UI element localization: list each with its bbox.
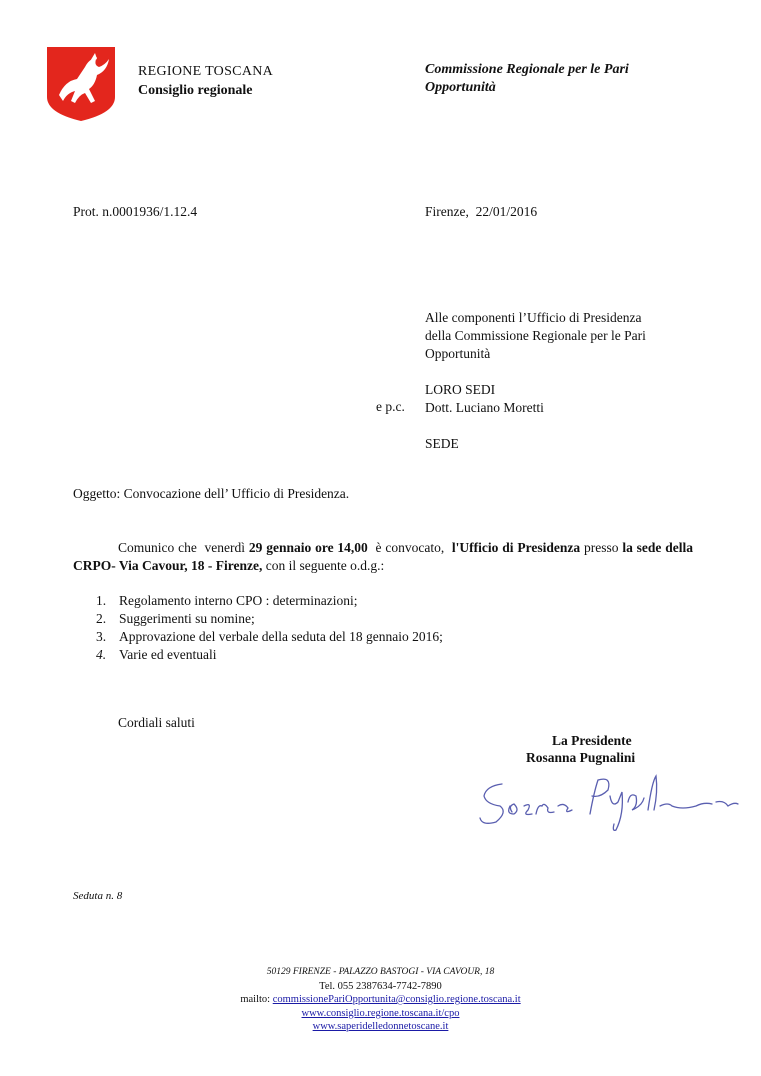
signatory-name: Rosanna Pugnalini <box>526 750 636 765</box>
agenda-item <box>96 592 443 610</box>
recipient-line: Alle componenti l’Ufficio di Presidenza <box>425 310 642 325</box>
recipients-block <box>425 309 725 453</box>
recipient-line <box>425 417 725 435</box>
cc-label: e p.c. <box>376 399 405 414</box>
body-text: con il seguente o.d.g.: <box>262 558 385 573</box>
recipient-line: della Commissione Regionale per le Pari <box>425 328 646 343</box>
cc-name: Dott. Luciano Moretti <box>425 400 544 415</box>
email-link[interactable]: commissionePariOpportunita@consiglio.regione.toscana.it <box>272 994 521 1005</box>
recipient-line: LORO SEDI <box>425 382 496 397</box>
footer-phone: Tel. 055 2387634-7742-7890 <box>319 980 442 992</box>
recipient-line: Opportunità <box>425 346 491 361</box>
closing-greeting: Cordiali saluti <box>118 715 195 730</box>
meeting-location: la sede della CRPO- Via Cavour, 18 - Firenze, <box>73 540 694 573</box>
org-name: REGIONE TOSCANA <box>138 64 274 79</box>
agenda-item <box>96 646 443 664</box>
signatory-title: La Presidente <box>552 733 632 748</box>
footer-mail-line <box>0 993 761 1007</box>
agenda-number: 4. <box>96 647 107 662</box>
website-link[interactable]: www.consiglio.regione.toscana.it/cpo <box>301 1007 460 1019</box>
body-paragraph <box>73 539 693 575</box>
agenda-text: Approvazione del verbale della seduta del 18 gennaio 2016; <box>119 629 443 644</box>
agenda-number: 2. <box>96 611 107 626</box>
body-text: Comunico che venerdì <box>118 540 249 555</box>
protocol-number: Prot. n.0001936/1.12.4 <box>73 204 198 219</box>
convened-body: l'Ufficio di Presidenza <box>451 540 581 555</box>
cc-place: SEDE <box>425 436 459 451</box>
commission-line: Opportunità <box>425 80 496 95</box>
agenda-text: Varie ed eventuali <box>119 647 217 662</box>
body-text: presso <box>580 540 623 555</box>
org-subtitle: Consiglio regionale <box>138 83 253 98</box>
agenda-number: 1. <box>96 593 107 608</box>
agenda-text: Regolamento interno CPO : determinazioni; <box>119 593 358 608</box>
footer-web-line <box>0 1007 761 1021</box>
session-number: Seduta n. 8 <box>73 890 123 902</box>
footer <box>0 966 761 1034</box>
mail-label: mailto: <box>240 994 273 1005</box>
body-text: è convocato, <box>367 540 452 555</box>
website-link[interactable]: www.saperidelledonnetoscane.it <box>312 1021 449 1032</box>
agenda-item <box>96 628 443 646</box>
agenda-list <box>96 592 443 664</box>
commission-line: Commissione Regionale per le Pari <box>425 62 629 77</box>
footer-web-line <box>0 1020 761 1034</box>
recipient-line <box>425 363 725 381</box>
subject-line: Oggetto: Convocazione dell’ Ufficio di Presidenza. <box>73 486 350 501</box>
agenda-item <box>96 610 443 628</box>
handwritten-signature-icon <box>472 762 742 834</box>
footer-address: 50129 FIRENZE - PALAZZO BASTOGI - VIA CAVOUR, 18 <box>266 967 495 977</box>
meeting-date: 29 gennaio ore 14,00 <box>248 540 368 555</box>
commission-name <box>425 61 725 97</box>
agenda-number: 3. <box>96 629 107 644</box>
letter-date: Firenze, 22/01/2016 <box>425 204 538 219</box>
agenda-text: Suggerimenti su nomine; <box>119 611 255 626</box>
tuscany-pegasus-crest-icon <box>45 45 117 123</box>
